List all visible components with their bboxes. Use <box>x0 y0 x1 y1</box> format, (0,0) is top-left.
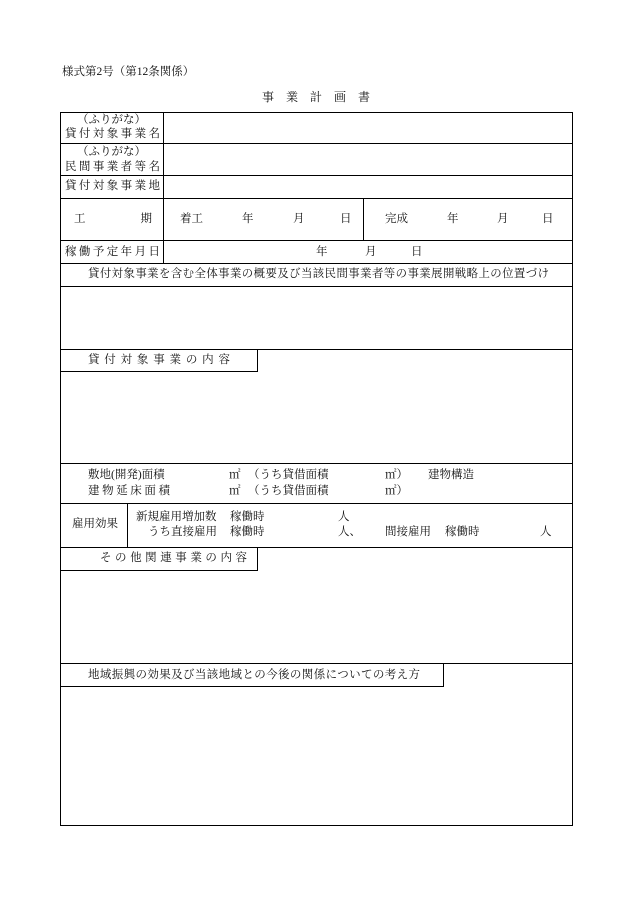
construction-period-label: 工期 <box>74 213 152 225</box>
operation-year-unit: 年 <box>316 246 328 258</box>
row-divider <box>60 463 573 464</box>
row-divider <box>60 663 573 664</box>
end-year-unit: 年 <box>447 213 459 225</box>
row-divider <box>60 547 573 548</box>
floor-area-unit: ㎡ <box>229 485 241 497</box>
floor-lease-area-unit: ㎡） <box>385 485 408 497</box>
employment-divider <box>127 503 128 547</box>
company-name-furigana: （ふりがな） <box>77 146 146 158</box>
site-lease-area-unit: ㎡） <box>385 469 408 481</box>
period-divider <box>363 198 364 240</box>
related-projects-heading: その他関連事業の内容 <box>100 552 247 564</box>
site-area-unit: ㎡ <box>229 469 241 481</box>
form-number: 様式第2号（第12条関係） <box>62 66 195 78</box>
project-location-field <box>164 176 572 198</box>
new-hires-unit: 人 <box>338 511 350 523</box>
indirect-hires-at-operation: 稼働時 <box>445 526 480 538</box>
indirect-hires-label: 間接雇用 <box>385 526 431 538</box>
company-name-field <box>164 144 572 175</box>
label-box-side <box>257 547 258 570</box>
direct-hires-at-operation: 稼働時 <box>230 526 265 538</box>
start-month-unit: 月 <box>293 213 305 225</box>
row-divider <box>60 503 573 504</box>
indirect-hires-unit: 人 <box>540 526 552 538</box>
regional-effect-heading: 地域振興の効果及び当該地域との今後の関係についての考え方 <box>88 669 420 681</box>
start-day-unit: 日 <box>340 213 352 225</box>
new-hires-at-operation: 稼働時 <box>230 511 265 523</box>
label-box-side <box>443 663 444 686</box>
construction-end-label: 完成 <box>385 213 408 225</box>
site-lease-area-label: （うち貸借面積 <box>248 469 329 481</box>
site-area-label: 敷地(開発)面積 <box>88 469 165 481</box>
project-content-field <box>61 372 572 463</box>
project-name-label: 貸付対象事業名 <box>65 128 160 140</box>
direct-hires-label: うち直接雇用 <box>148 526 217 538</box>
operation-month-unit: 月 <box>365 246 377 258</box>
start-year-unit: 年 <box>242 213 254 225</box>
floor-lease-area-label: （うち貸借面積 <box>248 485 329 497</box>
related-projects-field <box>61 571 572 663</box>
company-name-label: 民間事業者等名 <box>65 161 160 173</box>
row-divider <box>60 349 573 350</box>
overview-field <box>61 287 572 349</box>
floor-area-label: 建物延床面積 <box>88 485 170 497</box>
row-divider <box>60 263 573 264</box>
new-hires-label: 新規雇用増加数 <box>136 511 217 523</box>
operation-start-label: 稼働予定年月日 <box>65 246 160 258</box>
label-box-side <box>257 349 258 371</box>
operation-day-unit: 日 <box>411 246 423 258</box>
project-name-furigana: （ふりがな） <box>77 114 146 126</box>
building-structure-label: 建物構造 <box>428 469 474 481</box>
construction-start-label: 着工 <box>180 213 203 225</box>
project-location-label: 貸付対象事業地 <box>65 180 160 192</box>
end-day-unit: 日 <box>542 213 554 225</box>
overview-heading: 貸付対象事業を含む全体事業の概要及び当該民間事業者等の事業展開戦略上の位置づけ <box>88 268 549 280</box>
project-content-heading: 貸付対象事業の内容 <box>88 354 230 366</box>
row-divider <box>60 198 573 199</box>
row-divider <box>60 240 573 241</box>
page-title: 事業計画書 <box>262 90 370 104</box>
project-name-field <box>164 113 572 143</box>
regional-effect-field <box>61 687 572 825</box>
direct-hires-unit: 人、 <box>338 526 361 538</box>
employment-label: 雇用効果 <box>72 518 118 530</box>
end-month-unit: 月 <box>497 213 509 225</box>
